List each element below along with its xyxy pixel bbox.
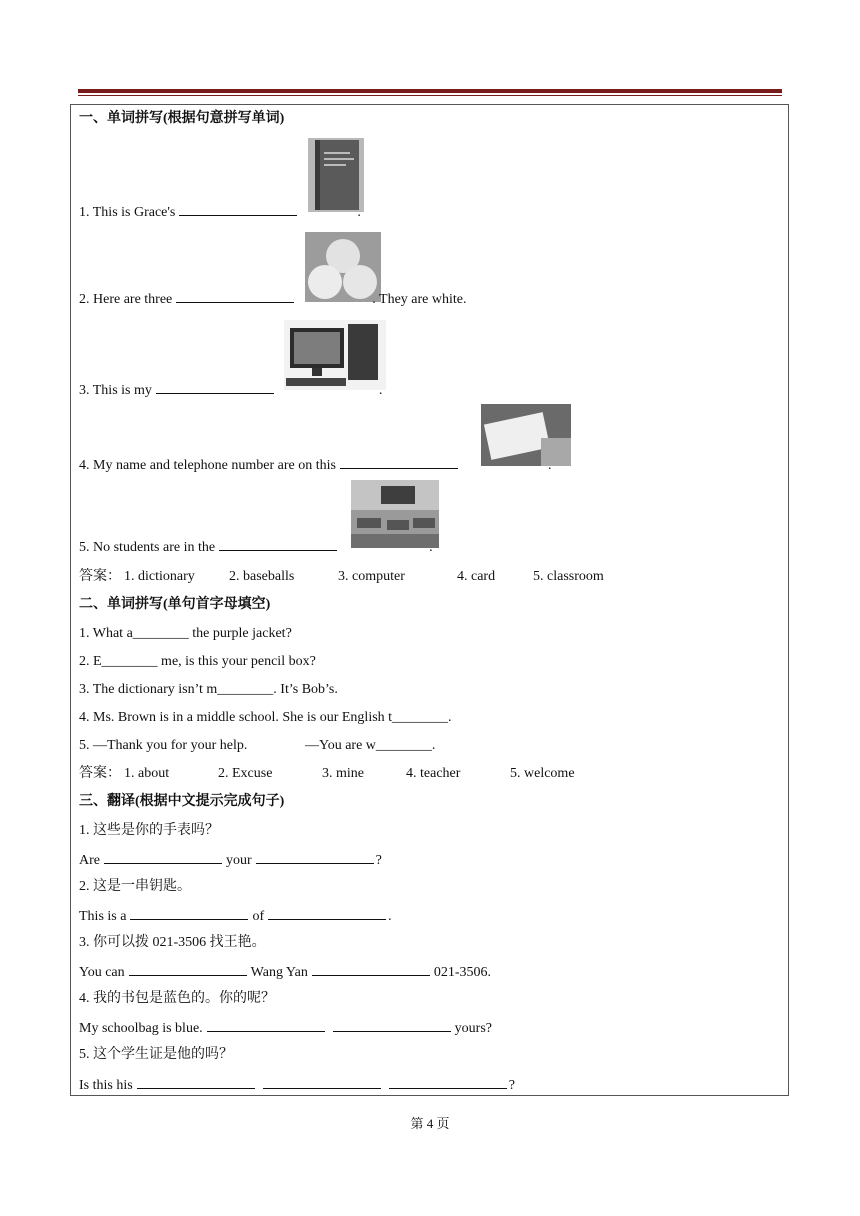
answer-blank[interactable] <box>104 850 222 864</box>
s2-answers <box>79 765 575 783</box>
dictionary-icon <box>308 138 364 212</box>
answer-5: 5. classroom <box>533 569 604 584</box>
s1-question-4: 4. My name and telephone number are on this . <box>79 455 551 475</box>
answer-blank[interactable] <box>268 906 386 920</box>
answer-blank[interactable] <box>256 850 374 864</box>
answer-blank[interactable] <box>340 455 458 469</box>
s3-chinese-4: 4. 我的书包是蓝色的。你的呢？ <box>79 991 275 1006</box>
s2-question-5: 5. —Thank you for your help. —You are w________. <box>79 738 436 753</box>
answer-5: 5. welcome <box>510 766 575 781</box>
s3-chinese-1: 1. 这些是你的手表吗？ <box>79 823 219 838</box>
s2-question-4: 4. Ms. Brown is in a middle school. She is our English t________. <box>79 710 452 725</box>
answer-2: 2. baseballs <box>229 569 295 584</box>
answer-3: 3. computer <box>338 569 405 584</box>
header-rule-thick <box>78 89 782 93</box>
answer-blank[interactable] <box>333 1018 451 1032</box>
s3-english-4: My schoolbag is blue. yours? <box>79 1018 492 1038</box>
answer-4: 4. teacher <box>406 766 461 781</box>
section-3-title: 三、翻译(根据中文提示完成句子) <box>79 794 285 809</box>
s3-chinese-3: 3. 你可以拨 021-3506 找王艳。 <box>79 935 266 950</box>
s3-chinese-5: 5. 这个学生证是他的吗？ <box>79 1047 233 1062</box>
s3-english-2: This is a of . <box>79 906 392 926</box>
section-1-title: 一、单词拼写(根据句意拼写单词) <box>79 111 285 126</box>
answer-blank[interactable] <box>130 906 248 920</box>
answer-1: 1. about <box>124 766 170 781</box>
s1-question-2: 2. Here are three . They are white. <box>79 289 467 309</box>
answer-blank[interactable] <box>137 1075 255 1089</box>
answer-blank[interactable] <box>179 202 297 216</box>
s2-question-1: 1. What a________ the purple jacket? <box>79 626 292 641</box>
header-rule-thin <box>78 95 782 96</box>
answer-blank[interactable] <box>263 1075 381 1089</box>
answer-4: 4. card <box>457 569 496 584</box>
s1-question-3: 3. This is my . <box>79 380 382 400</box>
s3-english-5: Is this his ? <box>79 1075 515 1095</box>
answer-label: 答案： <box>79 766 121 781</box>
s3-english-1: Are your ? <box>79 850 382 870</box>
answer-blank[interactable] <box>389 1075 507 1089</box>
answer-label: 答案： <box>79 569 121 584</box>
s1-answers <box>79 568 604 586</box>
section-2-title: 二、单词拼写(单句首字母填空) <box>79 597 271 612</box>
answer-blank[interactable] <box>156 380 274 394</box>
answer-blank[interactable] <box>207 1018 325 1032</box>
s1-question-5: 5. No students are in the . <box>79 537 433 557</box>
page-footer: 第 4 页 <box>410 1116 450 1131</box>
s2-question-3: 3. The dictionary isn’t m________. It’s Bob’s. <box>79 682 338 697</box>
page-number: 4 <box>426 1116 434 1131</box>
s3-english-3: You can Wang Yan 021-3506. <box>79 962 491 982</box>
s3-chinese-2: 2. 这是一串钥匙。 <box>79 879 191 894</box>
answer-1: 1. dictionary <box>124 569 195 584</box>
answer-2: 2. Excuse <box>218 766 273 781</box>
answer-3: 3. mine <box>322 766 364 781</box>
answer-blank[interactable] <box>312 962 430 976</box>
s1-question-1: 1. This is Grace's . <box>79 202 361 222</box>
answer-blank[interactable] <box>219 537 337 551</box>
s2-question-2: 2. E________ me, is this your pencil box? <box>79 654 316 669</box>
answer-blank[interactable] <box>129 962 247 976</box>
answer-blank[interactable] <box>176 289 294 303</box>
